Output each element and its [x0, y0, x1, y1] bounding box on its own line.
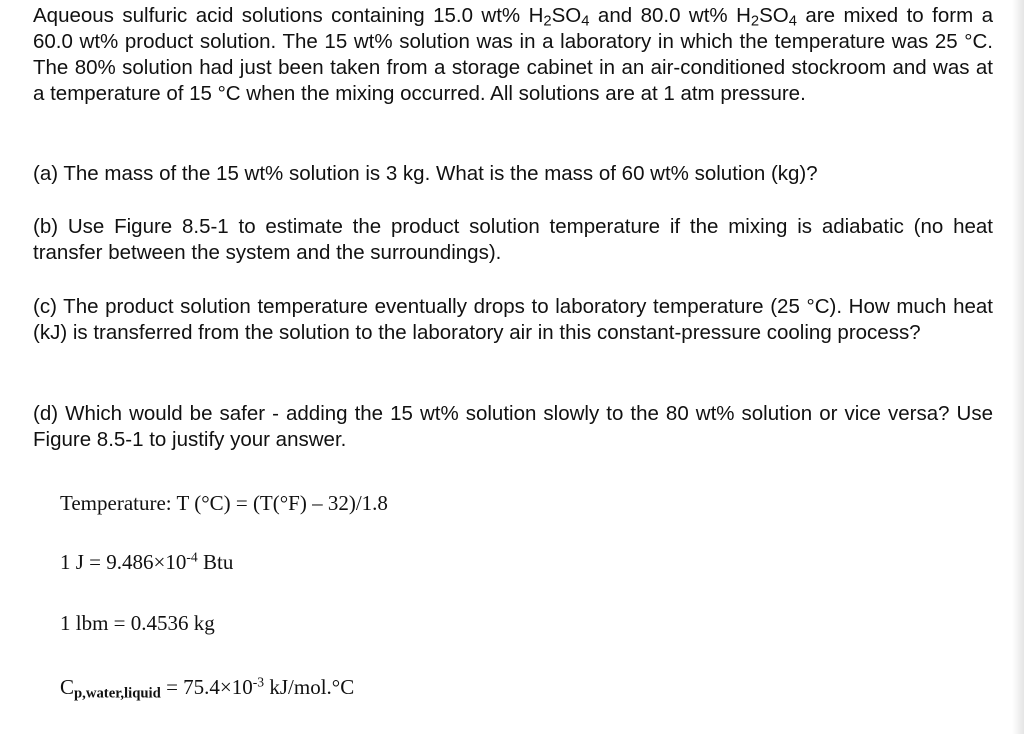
cp-symbol: C [60, 675, 75, 699]
cp-value: = 75.4×10 [160, 675, 253, 699]
joule-unit: Btu [197, 550, 234, 574]
intro-text-3: and 80.0 wt% H [589, 4, 751, 27]
joule-conversion [60, 549, 233, 575]
intro-text-5: are mixed to form a 60.0 wt% product solution. The 15 wt% solution was in a laboratory in which the temperature was 25 °C. The 80% solution had just been taken from a storage cabinet in an air-conditioned stockroom and was at a temperature of 15 °C when the mixing occurred. All solutions are at 1 atm pressure. [33, 4, 993, 105]
intro-text-2: SO [551, 4, 582, 27]
question-d: (d) Which would be safer - adding the 15 wt% solution slowly to the 80 wt% solution or vice versa? Use Figure 8.5-1 to justify your answer. [33, 402, 993, 451]
cp-unit: kJ/mol.°C [264, 675, 355, 699]
question-b: (b) Use Figure 8.5-1 to estimate the product solution temperature if the mixing is adiabatic (no heat transfer between the system and the surroundings). [33, 215, 993, 264]
joule-exponent: -4 [186, 549, 198, 565]
intro-text-1: Aqueous sulfuric acid solutions containing 15.0 wt% H [33, 4, 544, 27]
subscript: 2 [543, 13, 552, 30]
question-a: (a) The mass of the 15 wt% solution is 3 kg. What is the mass of 60 wt% solution (kg)? [33, 162, 818, 185]
subscript: 2 [750, 13, 760, 30]
question-c: (c) The product solution temperature eventually drops to laboratory temperature (25 °C). How much heat (kJ) is transferred from the solution to the laboratory air in this constant-pressure cooling process? [33, 295, 993, 344]
temperature-conversion: Temperature: T (°C) = (T(°F) – 32)/1.8 [60, 491, 388, 515]
subscript: 4 [581, 13, 590, 30]
problem-statement [33, 3, 993, 107]
heat-capacity [60, 674, 354, 700]
subscript: 4 [788, 13, 797, 30]
cp-subscript: p,water,liquid [74, 685, 161, 702]
intro-text-4: SO [759, 4, 789, 27]
lbm-conversion: 1 lbm = 0.4536 kg [60, 611, 215, 635]
page-edge-shadow [1012, 0, 1024, 734]
joule-main: 1 J = 9.486×10 [60, 550, 187, 574]
cp-exponent: -3 [252, 674, 265, 690]
